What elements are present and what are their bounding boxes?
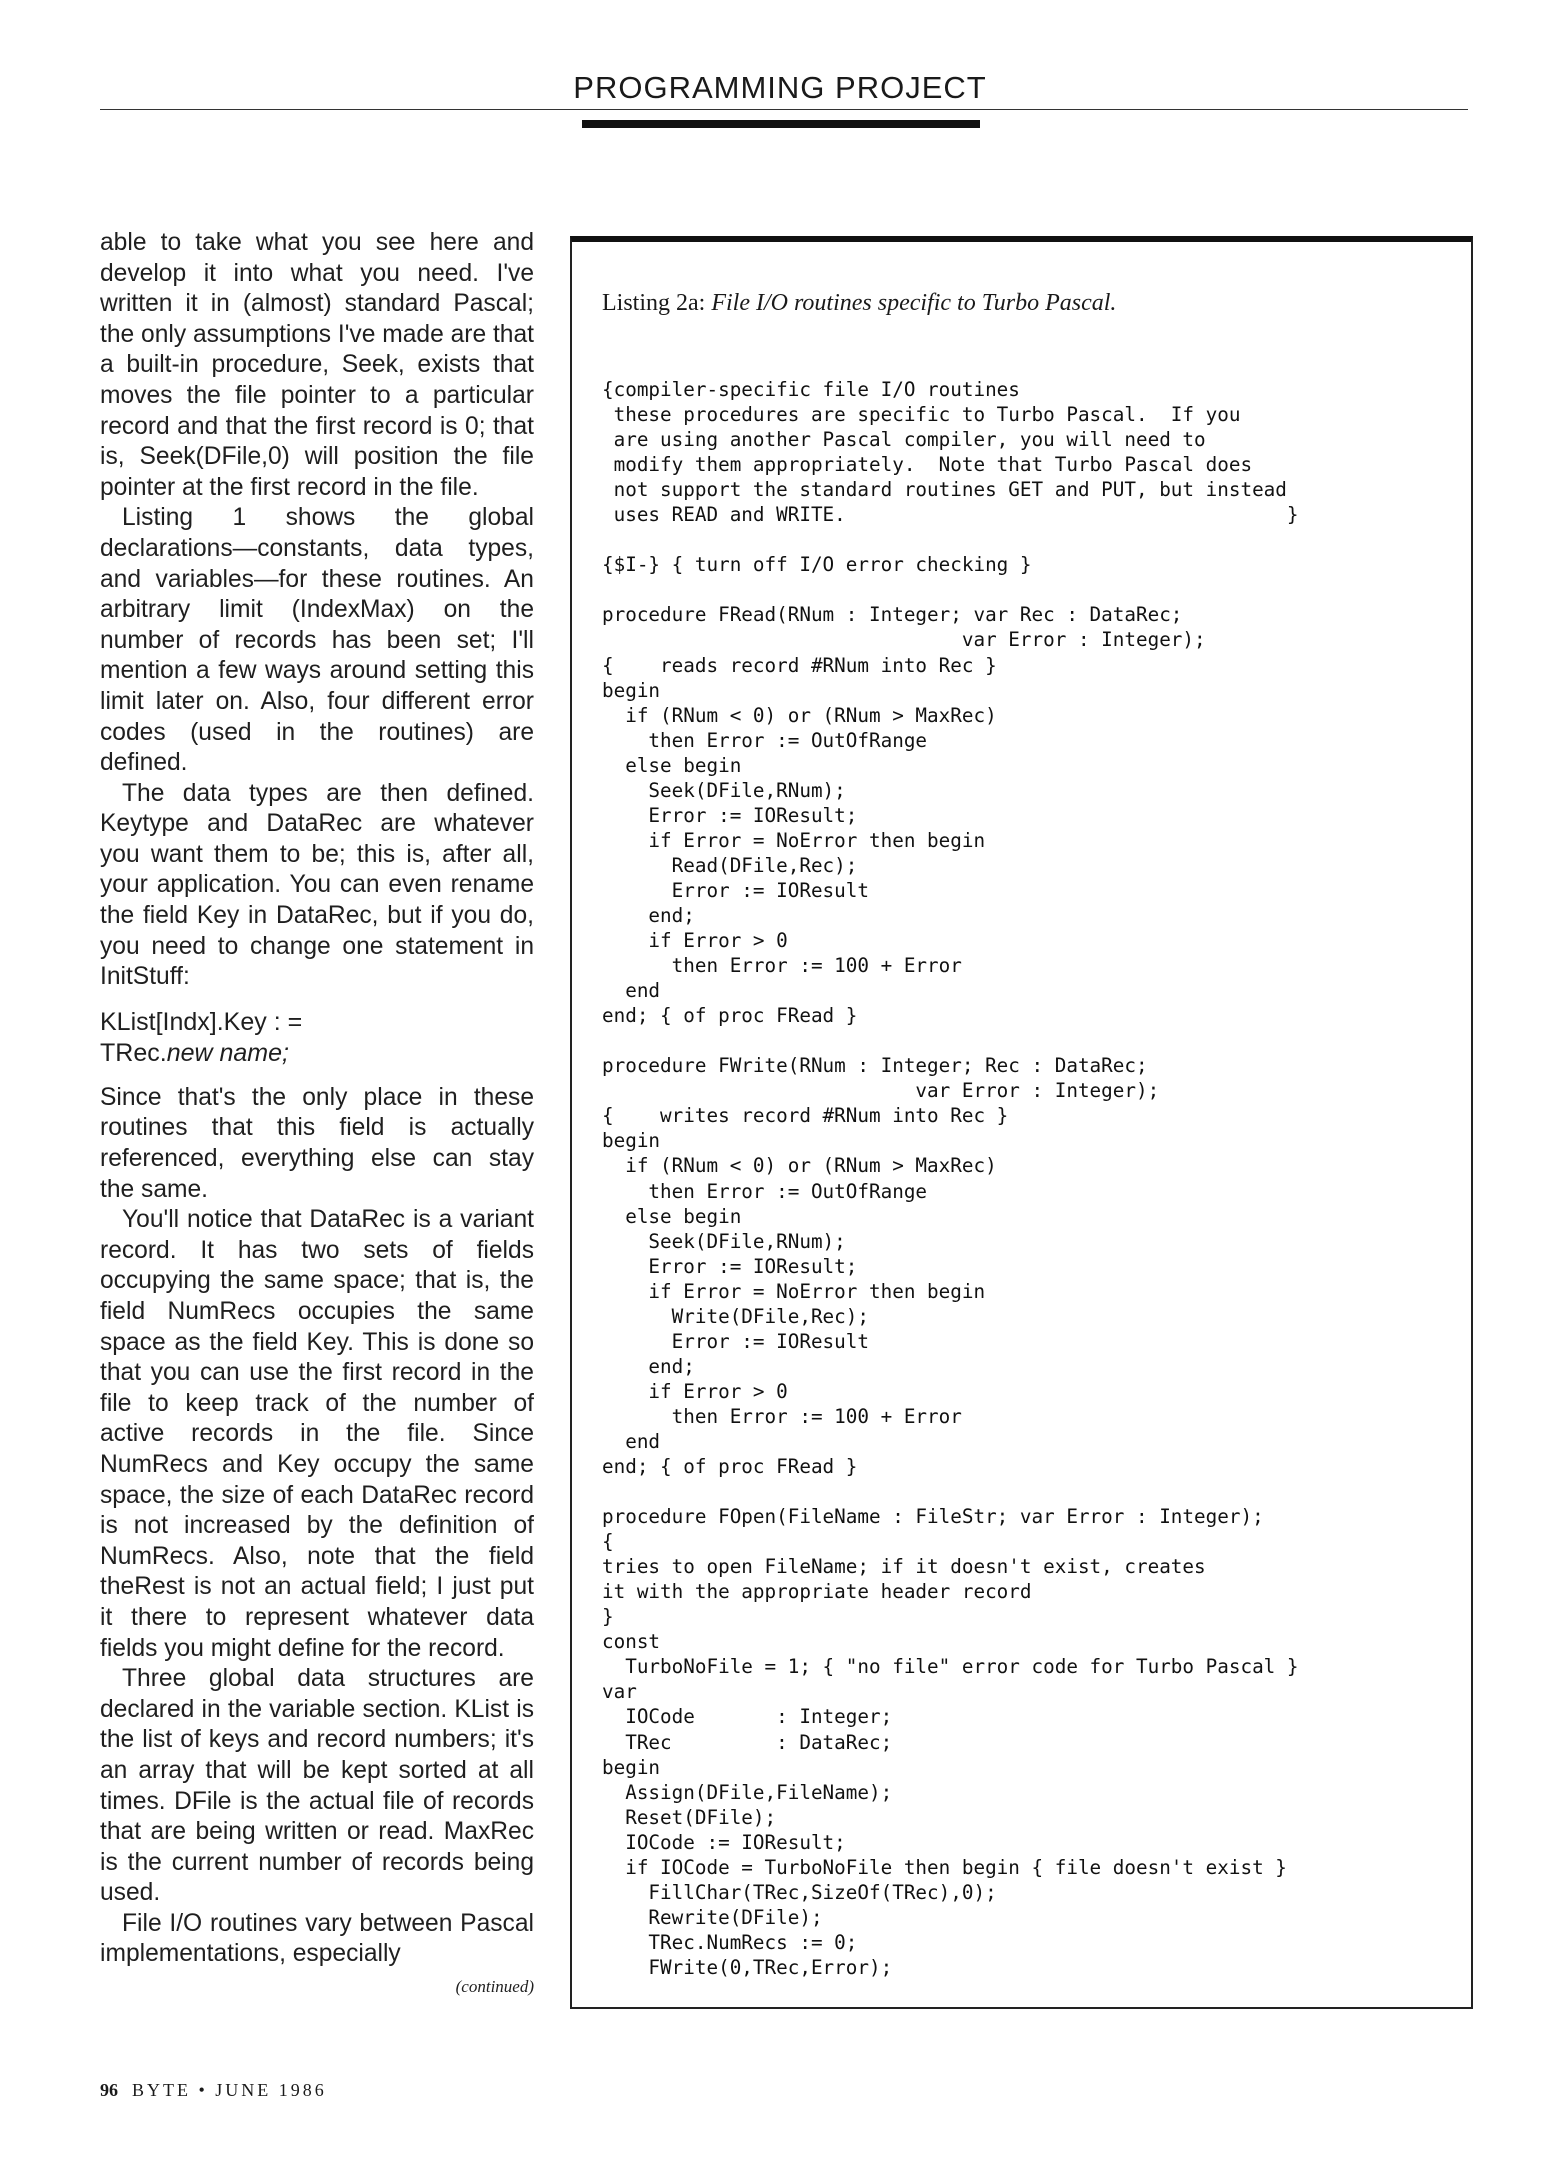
listing-label: Listing 2a: [602, 290, 706, 316]
code-line: are using another Pascal compiler, you will need to [602, 428, 1206, 452]
code-line: procedure FRead(RNum : Integer; var Rec : DataRec; [602, 603, 1183, 627]
inline-code-italic: new name; [166, 1038, 289, 1067]
article-paragraph: able to take what you see here and develop it into what you need. I've written it in (almost) standard Pascal; the only assumptions I've made are that a built-in procedure, Seek, exists that moves the file pointer to a particular record and that the first record is 0; that is, Seek(DFile,0) will position the file pointer at the first record in the file. [100, 229, 534, 501]
code-line: end; { of proc FRead } [602, 1004, 858, 1028]
header-rule [100, 109, 1468, 110]
page-footer [100, 2080, 327, 2101]
code-line: end; { of proc FRead } [602, 1455, 858, 1479]
code-line: { [602, 1530, 614, 1554]
code-line: else begin [602, 1204, 742, 1228]
code-line: Seek(DFile,RNum); [602, 1229, 846, 1253]
code-line: if (RNum < 0) or (RNum > MaxRec) [602, 703, 997, 727]
code-line: then Error := OutOfRange [602, 728, 928, 752]
code-line [602, 1479, 1462, 1504]
code-line [602, 1028, 1462, 1053]
code-line: Seek(DFile,RNum); [602, 778, 846, 802]
code-line: Error := IOResult; [602, 1254, 858, 1278]
code-line [602, 527, 1462, 552]
code-line: { writes record #RNum into Rec } [602, 1104, 1009, 1128]
code-line: IOCode := IOResult; [602, 1830, 846, 1854]
code-line: var [602, 1680, 637, 1704]
code-line: Error := IOResult [602, 1329, 869, 1353]
article-paragraph: Three global data structures are declared in the variable section. KList is the list of keys and record numbers; it's an array that will be kept sorted at all times. DFile is the actual file of records that are being written or read. MaxRec is the current number of records being used. [100, 1665, 534, 1907]
code-line: FillChar(TRec,SizeOf(TRec),0); [602, 1880, 997, 1904]
code-line: IOCode : Integer; [602, 1705, 893, 1729]
article-paragraph: Since that's the only place in these routines that this field is actually referenced, everything else can stay the same. [100, 1083, 534, 1203]
code-line: var Error : Integer); [602, 1079, 1160, 1103]
article-paragraph: Listing 1 shows the global declarations—constants, data types, and variables—for these routines. An arbitrary limit (IndexMax) on the number of records has been set; I'll mention a few ways around setting this limit later on. Also, four different error codes (used in the routines) are defined. [100, 504, 534, 777]
listing-caption-text: File I/O routines specific to Turbo Pascal. [711, 290, 1117, 316]
code-line: end [602, 979, 661, 1003]
code-line: Error := IOResult; [602, 803, 858, 827]
code-line: begin [602, 1755, 661, 1779]
code-line: TurboNoFile = 1; { "no file" error code for Turbo Pascal } [602, 1655, 1299, 1679]
continued-note: (continued) [455, 1977, 534, 1997]
code-line: uses READ and WRITE. } [602, 503, 1299, 527]
page-number: 96 [100, 2080, 118, 2100]
code-line: if Error = NoError then begin [602, 828, 986, 852]
code-line: end; [602, 903, 695, 927]
code-line: if Error = NoError then begin [602, 1279, 986, 1303]
code-line: begin [602, 1129, 661, 1153]
code-line: { reads record #RNum into Rec } [602, 653, 997, 677]
code-line: then Error := 100 + Error [602, 1404, 962, 1428]
code-line: procedure FWrite(RNum : Integer; Rec : DataRec; [602, 1054, 1148, 1078]
code-line: end [602, 1429, 661, 1453]
code-line: modify them appropriately. Note that Turbo Pascal does [602, 453, 1253, 477]
code-line: TRec.NumRecs := 0; [602, 1930, 858, 1954]
code-line: Read(DFile,Rec); [602, 853, 858, 877]
code-line: if Error > 0 [602, 1379, 788, 1403]
code-line: } [602, 1605, 614, 1629]
code-line: if Error > 0 [602, 929, 788, 953]
code-line: tries to open FileName; if it doesn't exist, creates [602, 1555, 1206, 1579]
article-paragraph: File I/O routines vary between Pascal implementations, especially [100, 1909, 534, 1968]
code-line: procedure FOpen(FileName : FileStr; var Error : Integer); [602, 1505, 1264, 1529]
code-line: Error := IOResult [602, 878, 869, 902]
code-line: end; [602, 1354, 695, 1378]
code-line: {compiler-specific file I/O routines [602, 378, 1020, 401]
code-line: begin [602, 678, 661, 702]
code-line: then Error := 100 + Error [602, 954, 962, 978]
code-line: const [602, 1630, 661, 1654]
article-paragraph: The data types are then defined. Keytype and DataRec are whatever you want them to be; this is, after all, your application. You can even rename the field Key in DataRec, but if you do, you need to change one statement in InitStuff: [100, 779, 534, 991]
code-line: these procedures are specific to Turbo Pascal. If you [602, 403, 1241, 427]
section-title: PROGRAMMING PROJECT [573, 70, 987, 105]
code-line: else begin [602, 753, 742, 777]
listing-caption [602, 290, 1116, 317]
code-line: it with the appropriate header record [602, 1580, 1032, 1604]
code-line: {$I-} { turn off I/O error checking } [602, 553, 1032, 577]
publication-info: BYTE • JUNE 1986 [132, 2080, 327, 2100]
article-column [100, 228, 534, 2003]
code-line: var Error : Integer); [602, 628, 1206, 652]
inline-code-line: KList[Indx].Key : = [100, 1007, 303, 1036]
code-listing [602, 377, 1462, 1980]
code-line [602, 577, 1462, 602]
code-line: if IOCode = TurboNoFile then begin { file doesn't exist } [602, 1855, 1287, 1879]
code-line: Reset(DFile); [602, 1805, 777, 1829]
running-header [0, 70, 1554, 106]
code-line: not support the standard routines GET and PUT, but instead [602, 478, 1287, 502]
article-paragraph: You'll notice that DataRec is a variant record. It has two sets of fields occupying the same space; that is, the field NumRecs occupies the same space as the field Key. This is done so that you can use the first record in the file to keep track of the number of active records in the file. Since NumRecs and Key occupy the same space, the size of each DataRec record is not increased by the definition of NumRecs. Also, note that the field theRest is not an actual field; I just put it there to represent whatever data fields you might define for the record. [100, 1206, 534, 1662]
inline-code-snippet [100, 1007, 534, 1069]
code-line: TRec : DataRec; [602, 1730, 893, 1754]
code-line: Assign(DFile,FileName); [602, 1780, 893, 1804]
code-line: FWrite(0,TRec,Error); [602, 1955, 893, 1979]
code-line: Write(DFile,Rec); [602, 1304, 869, 1328]
inline-code-prefix: TRec. [100, 1038, 167, 1067]
code-line: then Error := OutOfRange [602, 1179, 928, 1203]
code-line: Rewrite(DFile); [602, 1905, 823, 1929]
code-line: if (RNum < 0) or (RNum > MaxRec) [602, 1154, 997, 1178]
header-bar [582, 120, 980, 128]
